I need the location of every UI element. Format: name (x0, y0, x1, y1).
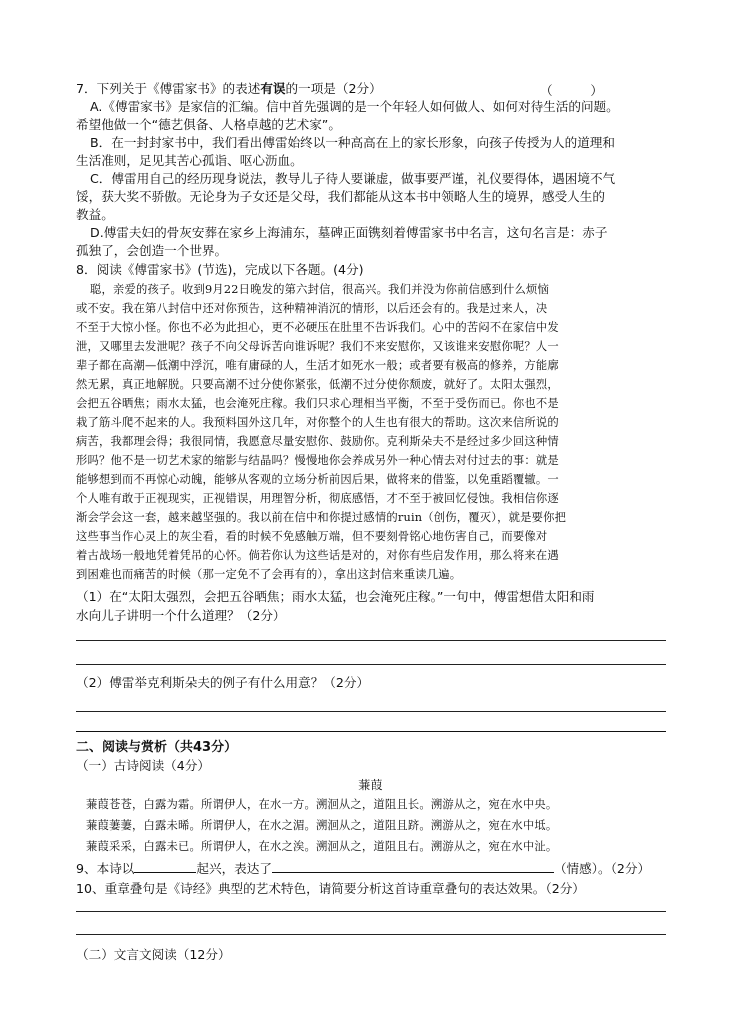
q8-sub1-line2: 水向儿子讲明一个什么道理？（2分） (76, 608, 286, 623)
q8-passage-line: 渐会学会这一套，越来越坚强的。我以前在信中和你提过感情的ruin（创伤，覆灭），就是要你把 (76, 511, 567, 524)
section2-sub2: （二）文言文阅读（12分） (76, 947, 231, 962)
q8-passage-line: 栽了筋斗爬不起来的人。我预料国外这几年，对你整个的人生也有很大的帮助。这次来信所说的 (76, 416, 559, 429)
q9 (76, 860, 650, 877)
q8-passage-line: 形吗？他不是一切艺术家的缩影与结晶吗？慢慢地你会养成另外一种心情去对付过去的事：就是 (76, 454, 559, 467)
q7-option-d-line2: 孤独了，会创造一个世界。 (76, 243, 228, 258)
q9-blank-1[interactable] (134, 860, 196, 873)
q8-passage-line: 然无累，真正地解脱。只要高潮不过分使你紧张，低潮不过分使你颓废，就好了。太阳太强烈， (76, 378, 559, 391)
section-divider (76, 731, 666, 732)
poem-stanza: 蒹葭苍苍，白露为霜。所谓伊人，在水一方。溯洄从之，道阻且长。溯游从之，宛在水中央。 (86, 798, 558, 811)
poem-title: 蒹葭 (358, 778, 383, 792)
q8-passage-line: 辈子都在高潮—低潮中浮沉，唯有庸碌的人，生活才如死水一般；或者要有极高的修养，方能廓 (76, 359, 559, 372)
q8-passage-line: 到困难也而痛苦的时候（那一定免不了会再有的），拿出这封信来重读几遍。 (76, 568, 462, 581)
q8-passage-line: 这些事当作心灵上的灰尘看，看的时候不免感触万端，但不要刻骨铭心地伤害自己，而要像对 (76, 530, 548, 543)
q7-option-c-line2: 馁，获大奖不骄傲。无论身为子女还是父母，我们都能从这本书中领略人生的境界，感受人生的 (76, 189, 605, 204)
q9-blank-2[interactable] (272, 860, 554, 873)
section2-heading: 二、阅读与赏析（共43分） (76, 740, 238, 755)
q9-text-c: （情感）。（2分） (553, 861, 651, 876)
answer-line[interactable] (76, 911, 666, 912)
q9-text-a: 9、本诗以 (76, 861, 135, 876)
q8-passage-line: 着古战场一般地凭着凭吊的心怀。倘若你认为这些话是对的，对你有些启发作用，那么将来在遇 (76, 549, 559, 562)
q7-stem-emphasis: 有误 (260, 81, 286, 96)
q8-passage-line: 或不安。我在第八封信中还对你预告，这种精神消沉的情形，以后还会有的。我是过来人，决 (76, 302, 548, 315)
answer-line[interactable] (76, 640, 666, 641)
q8-passage-line: 病苦，我都理会得；我很同情，我愿意尽量安慰你、鼓励你。克利斯朵夫不是经过多少回这种情 (76, 435, 559, 448)
q7-option-b-line1: B．在一封封家书中，我们看出傅雷始终以一种高高在上的家长形象，向孩子传授为人的道理和 (90, 135, 615, 150)
poem-stanza: 蒹葭萋萋，白露未晞。所谓伊人，在水之湄。溯洄从之，道阻且跻。溯游从之，宛在水中坻。 (86, 819, 558, 832)
q8-passage-line: 不至于大惊小怪。你也不必为此担心，更不必硬压在肚里不告诉我们。心中的苦闷不在家信中发 (76, 321, 559, 334)
q7-stem-end: 的一项是（2分） (285, 81, 382, 96)
q10: 10、重章叠句是《诗经》典型的艺术特色，请简要分析这首诗重章叠句的表达效果。（2分） (76, 881, 585, 896)
q8-passage-line: 会把五谷晒焦；雨水太猛，也会淹死庄稼。我们只求心理相当平衡，不至于受伤而已。你也不是 (76, 397, 559, 410)
q8-passage-line: 聪，亲爱的孩子。收到9月22日晚发的第六封信，很高兴。我们并没为你前信感到什么烦恼 (90, 283, 550, 296)
q8-title: 8．阅读《傅雷家书》(节选)，完成以下各题。(4分) (76, 262, 364, 277)
q8-sub2: （2）傅雷举克利斯朵夫的例子有什么用意？（2分） (76, 675, 370, 690)
q7-option-a-line2: 希望他做一个“德艺俱备、人格卓越的艺术家”。 (76, 117, 341, 132)
answer-line[interactable] (76, 934, 666, 935)
q7-answer-paren: （ ） (540, 83, 603, 98)
answer-line[interactable] (76, 664, 666, 665)
q7-option-c-line1: C．傅雷用自己的经历现身说法，教导儿子待人要谦虚，做事要严谨，礼仪要得体，遇困境不气 (90, 171, 616, 186)
q8-sub1-line1: （1）在“太阳太强烈，会把五谷晒焦；雨水太猛，也会淹死庄稼。”一句中，傅雷想借太阳和雨 (76, 589, 595, 604)
q9-text-b: 起兴，表达了 (196, 861, 272, 876)
answer-line[interactable] (76, 711, 666, 712)
q8-passage-line: 能够想到而不再惊心动魄，能够从客观的立场分析前因后果，做将来的借鉴，以免重蹈覆辙。一 (76, 473, 559, 486)
q8-passage-line: 个人唯有敢于正视现实，正视错误，用理智分析，彻底感悟，才不至于被回忆侵蚀。我相信你逐 (76, 492, 559, 505)
q7-stem-text: 7．下列关于《傅雷家书》的表述 (76, 81, 261, 96)
q7-stem (76, 80, 382, 97)
section2-sub1: （一）古诗阅读（4分） (76, 758, 210, 773)
q7-option-c-line3: 教益。 (76, 207, 114, 222)
q7-option-a-line1: A.《傅雷家书》是家信的汇编。信中首先强调的是一个年轻人如何做人、如何对待生活的问题。 (90, 99, 619, 114)
q7-option-d-line1: D.傅雷夫妇的骨灰安葬在家乡上海浦东，墓碑正面镌刻着傅雷家书中名言，这句名言是：赤子 (90, 225, 608, 240)
poem-stanza: 蒹葭采采，白露未已。所谓伊人，在水之涘。溯洄从之，道阻且右。溯游从之，宛在水中沚。 (86, 840, 558, 853)
q7-option-b-line2: 生活准则，足见其苦心孤诣、呕心沥血。 (76, 153, 303, 168)
q8-passage-line: 泄，又哪里去发泄呢？孩子不向父母诉苦向谁诉呢？我们不来安慰你，又该谁来安慰你呢？人一 (76, 340, 559, 353)
